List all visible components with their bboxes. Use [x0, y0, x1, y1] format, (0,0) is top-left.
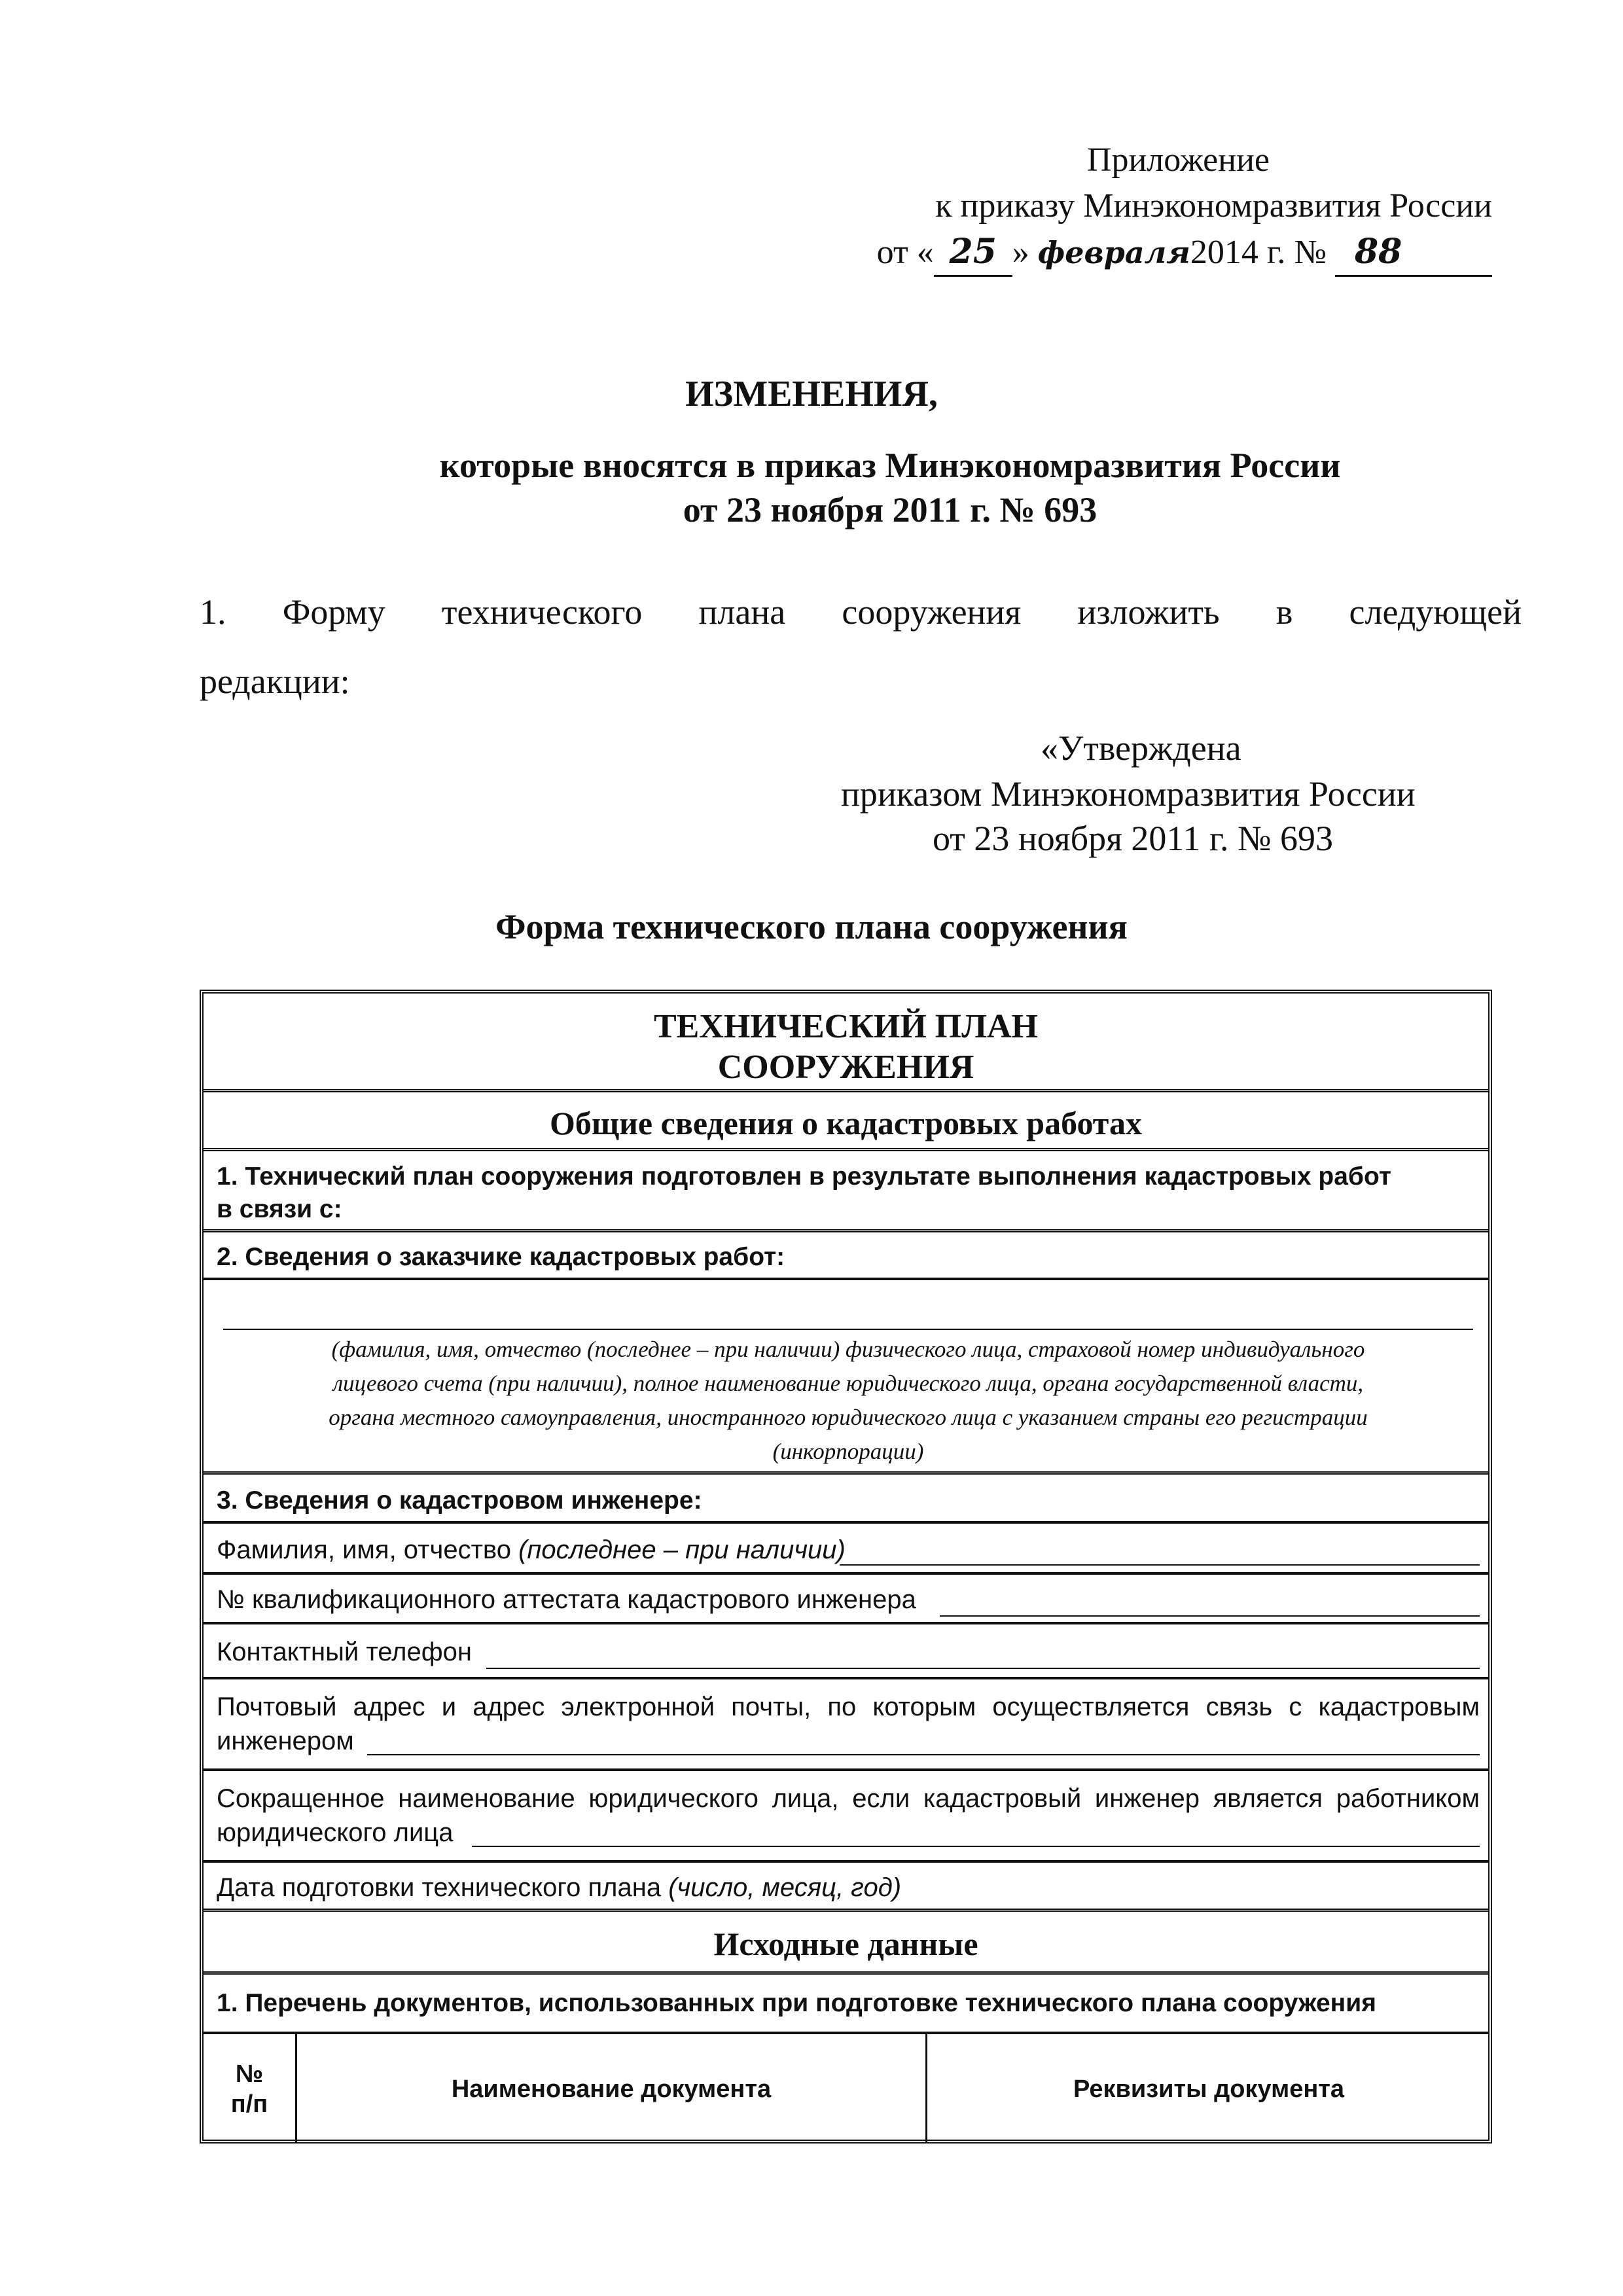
source-section-row — [204, 1909, 1488, 1971]
customer-note — [217, 1333, 1480, 1469]
customer-input-line[interactable] — [223, 1329, 1473, 1330]
engineer-certificate-label: № квалификационного аттестата кадастрового инженера — [217, 1585, 916, 1614]
form-title: Форма технического плана сооружения — [495, 907, 1128, 946]
source-section-heading: Исходные данные — [713, 1926, 978, 1962]
source-item1-row — [204, 1971, 1488, 2032]
form-title-row — [204, 994, 1488, 1089]
engineer-certificate-row — [204, 1572, 1488, 1622]
engineer-org-line2: юридического лица — [217, 1818, 454, 1847]
item3-row — [204, 1471, 1488, 1521]
customer-note-line3: органа местного самоуправления, иностранного юридического лица с указанием страны его регистрации — [329, 1405, 1368, 1430]
changes-heading: ИЗМЕНЕНИЯ, — [685, 374, 938, 414]
handwritten-month: февраля — [1037, 235, 1190, 270]
engineer-fio-input[interactable] — [840, 1564, 1480, 1566]
changes-subheading-line2: от 23 ноября 2011 г. № 693 — [683, 490, 1097, 529]
item1-line2: в связи с: — [217, 1195, 342, 1223]
appendix-date — [877, 229, 1492, 277]
documents-table-header — [204, 2032, 1488, 2144]
engineer-org-input[interactable] — [472, 1846, 1480, 1847]
general-section-row — [204, 1089, 1488, 1148]
paragraph-1-line1: 1. Форму технического плана сооружения изложить в следующей — [200, 592, 1522, 632]
engineer-fio-label: Фамилия, имя, отчество — [217, 1535, 519, 1564]
column-header-document-requisites: Реквизиты документа — [1073, 2075, 1345, 2103]
approved-line1: «Утверждена — [1041, 728, 1241, 768]
engineer-phone-label: Контактный телефон — [217, 1638, 472, 1666]
customer-note-line4: (инкорпорации) — [772, 1439, 924, 1464]
engineer-fio-note: (последнее – при наличии) — [518, 1535, 846, 1564]
customer-note-line2: лицевого счета (при наличии), полное наименование юридического лица, органа государственной власти, — [332, 1371, 1364, 1396]
item3-label: 3. Сведения о кадастровом инженере: — [217, 1486, 702, 1515]
column-header-number-line2: п/п — [230, 2090, 268, 2118]
approved-line2: приказом Минэкономразвития России — [841, 774, 1416, 814]
engineer-phone-input[interactable] — [486, 1668, 1480, 1669]
changes-subheading-line1: которые вносятся в приказ Минэкономразвития России — [439, 446, 1341, 485]
form-title-line2: СООРУЖЕНИЯ — [717, 1049, 974, 1086]
source-item1-label: 1. Перечень документов, использованных при подготовке технического плана сооружения — [217, 1989, 1376, 2017]
column-header-number — [204, 2034, 297, 2144]
appendix-title: Приложение — [1086, 141, 1270, 179]
engineer-address-row — [204, 1677, 1488, 1768]
engineer-address-input[interactable] — [367, 1754, 1480, 1755]
column-header-document-name: Наименование документа — [297, 2034, 927, 2144]
engineer-phone-row — [204, 1622, 1488, 1677]
appendix-to-order: к приказу Минэкономразвития России — [935, 187, 1492, 224]
paragraph-1-line2: редакции: — [200, 662, 350, 701]
column-header-number-line1: № — [235, 2060, 264, 2088]
engineer-address-line1: Почтовый адрес и адрес электронной почты, по которым осуществляется связь с кадастровым — [217, 1693, 1480, 1721]
item2-label: 2. Сведения о заказчике кадастровых работ: — [217, 1243, 785, 1271]
plan-date-label: Дата подготовки технического плана — [217, 1873, 669, 1902]
plan-date-note: (число, месяц, год) — [668, 1873, 902, 1902]
engineer-org-line1: Сокращенное наименование юридического лица, если кадастровый инженер является работником — [217, 1784, 1480, 1813]
date-year: 2014 г. № — [1190, 234, 1327, 271]
customer-field-row — [204, 1278, 1488, 1471]
general-section-heading: Общие сведения о кадастровых работах — [550, 1105, 1142, 1141]
item1-row — [204, 1148, 1488, 1229]
technical-plan-form — [200, 990, 1492, 2144]
item1-line1: 1. Технический план сооружения подготовлен в результате выполнения кадастровых работ — [217, 1162, 1391, 1191]
date-quote-close: » — [1012, 234, 1029, 271]
form-title-line1: ТЕХНИЧЕСКИЙ ПЛАН — [653, 1008, 1038, 1045]
customer-note-line1: (фамилия, имя, отчество (последнее – при наличии) физического лица, страховой номер индивидуального — [331, 1336, 1365, 1362]
handwritten-order-number: 88 — [1335, 229, 1492, 277]
engineer-org-row — [204, 1768, 1488, 1860]
date-prefix: от « — [876, 234, 934, 271]
handwritten-day: 25 — [934, 229, 1012, 277]
item2-row — [204, 1229, 1488, 1278]
approved-line3: от 23 ноября 2011 г. № 693 — [933, 819, 1333, 858]
engineer-certificate-input[interactable] — [940, 1615, 1480, 1617]
engineer-fio-row — [204, 1521, 1488, 1572]
engineer-address-line2: инженером — [217, 1727, 354, 1755]
plan-date-row — [204, 1860, 1488, 1909]
